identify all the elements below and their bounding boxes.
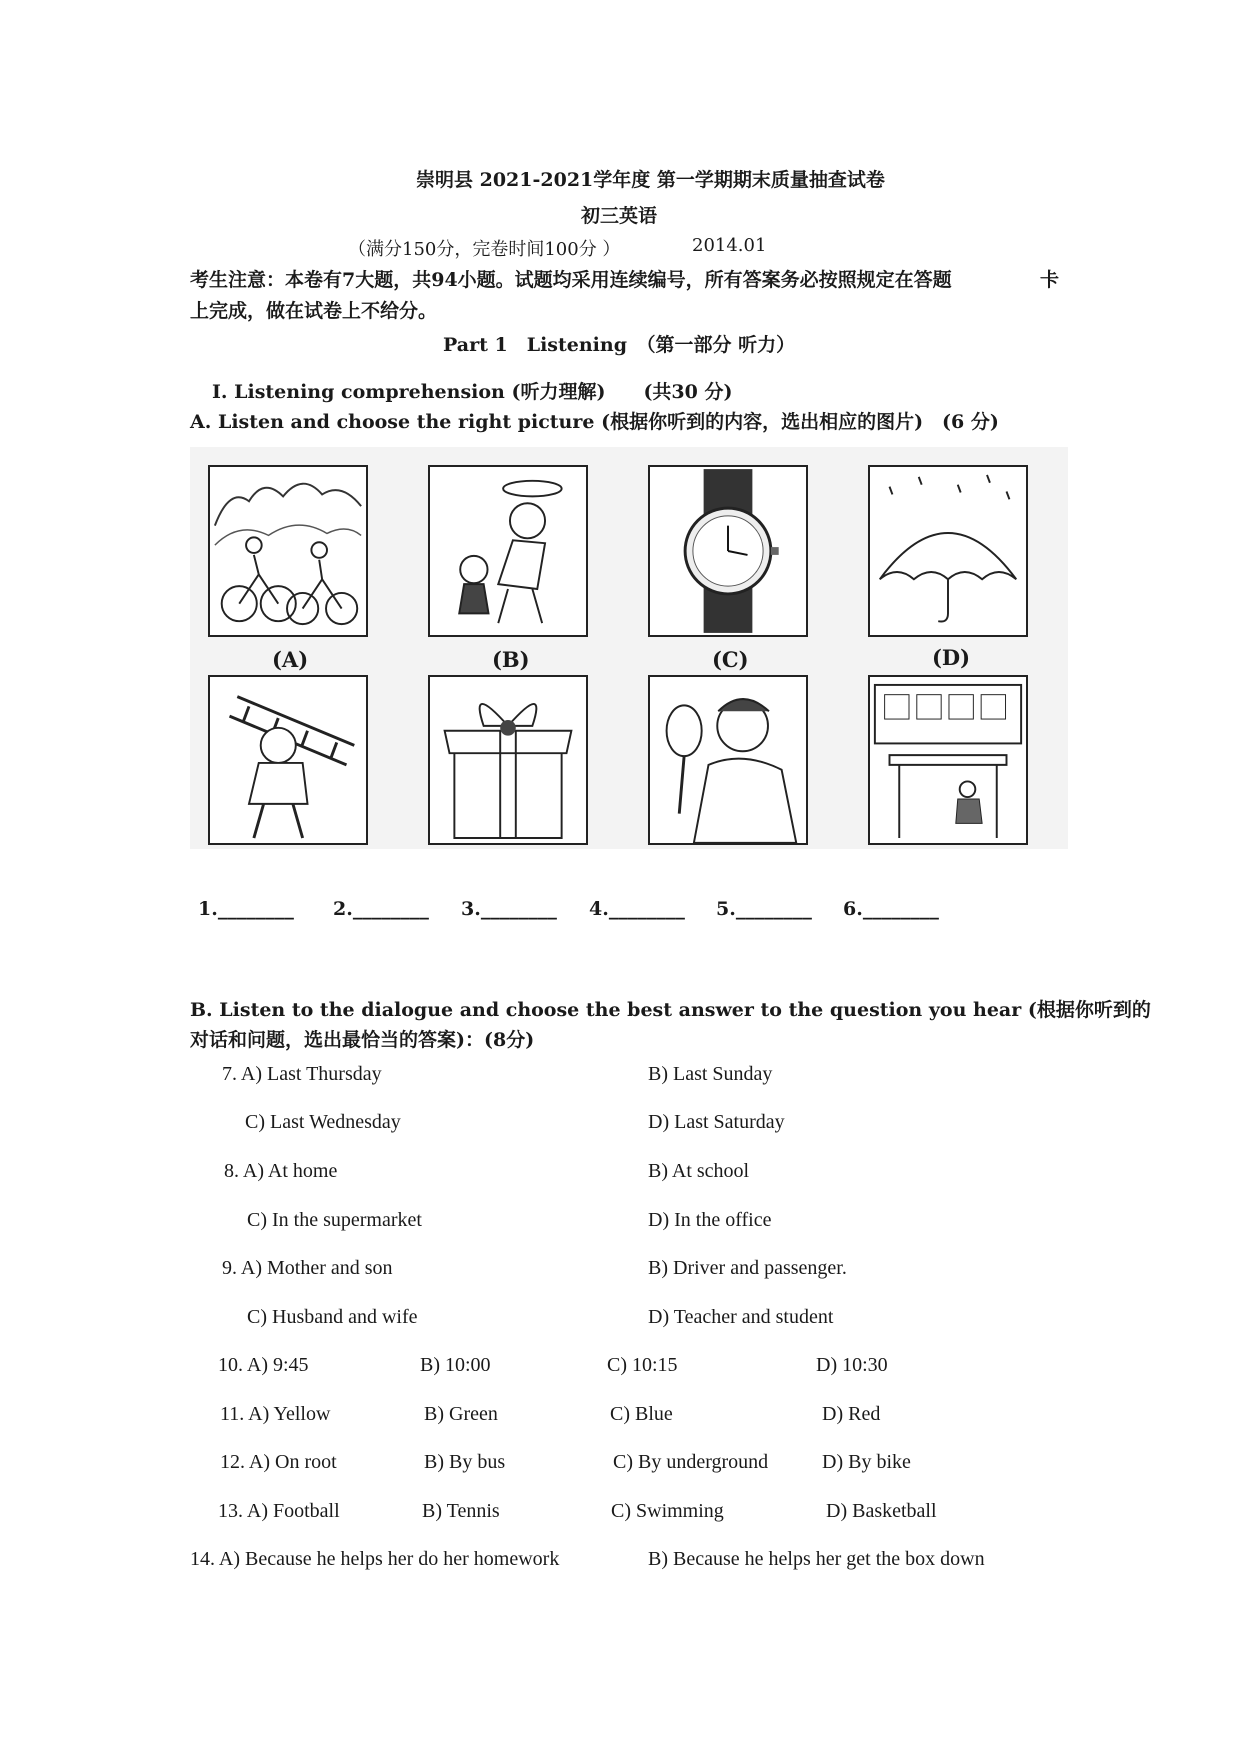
q9-option-b: B) Driver and passenger. <box>648 1257 847 1279</box>
section-b-heading-line-2: 对话和问题，选出最恰当的答案)：(8分) <box>190 1029 535 1051</box>
q13-option-c: C) Swimming <box>611 1500 724 1522</box>
bus-stop-picture <box>868 675 1028 845</box>
notice-line-1-end: 卡 <box>1040 269 1060 291</box>
q13-option-b: B) Tennis <box>422 1500 500 1522</box>
section-heading: I. Listening comprehension (听力理解) (共30 分) <box>212 381 733 403</box>
q9-option-c: C) Husband and wife <box>247 1306 418 1328</box>
q11-option-a: 11. A) Yellow <box>220 1403 331 1425</box>
notice-line-2: 上完成，做在试卷上不给分。 <box>190 300 438 322</box>
q12-option-c: C) By underground <box>613 1451 769 1473</box>
exam-meta: （满分150分，完卷时间100分 ） <box>348 239 621 260</box>
q10-option-c: C) 10:15 <box>607 1354 678 1376</box>
q14-option-a: 14. A) Because he helps her do her homework <box>190 1548 560 1570</box>
tennis-player-picture <box>648 675 808 845</box>
q7-option-d: D) Last Saturday <box>648 1111 785 1133</box>
picture-area <box>190 447 1068 849</box>
q11-option-d: D) Red <box>822 1403 881 1425</box>
part-title: Part 1 Listening （第一部分 听力） <box>443 334 796 356</box>
section-a-heading: A. Listen and choose the right picture (根据你听到的内容，选出相应的图片) (6 分) <box>190 411 999 433</box>
exam-subtitle: 初三英语 <box>581 205 658 227</box>
q10-option-b: B) 10:00 <box>420 1354 491 1376</box>
section-b-heading-line-1: B. Listen to the dialogue and choose the best answer to the question you hear (根据你听到的 <box>190 999 1151 1021</box>
exam-title: 崇明县 2021-2021学年度 第一学期期末质量抽查试卷 <box>416 169 885 191</box>
q12-option-a: 12. A) On root <box>220 1451 337 1473</box>
picture-label-d: (D) <box>932 645 971 670</box>
q11-option-b: B) Green <box>424 1403 498 1425</box>
exam-date: 2014.01 <box>692 235 767 256</box>
q14-option-b: B) Because he helps her get the box down <box>648 1548 985 1570</box>
watch-picture <box>648 465 808 637</box>
q7-option-a: 7. A) Last Thursday <box>222 1063 382 1085</box>
answer-blank-4[interactable]: 4.________ <box>589 898 685 920</box>
q9-option-d: D) Teacher and student <box>648 1306 834 1328</box>
q11-option-c: C) Blue <box>610 1403 673 1425</box>
q7-option-b: B) Last Sunday <box>648 1063 773 1085</box>
picture-label-b: (B) <box>492 647 530 672</box>
q8-option-b: B) At school <box>648 1160 750 1182</box>
answer-blank-6[interactable]: 6.________ <box>843 898 939 920</box>
q10-option-a: 10. A) 9:45 <box>218 1354 309 1376</box>
q8-option-c: C) In the supermarket <box>247 1209 422 1231</box>
q12-option-b: B) By bus <box>424 1451 506 1473</box>
cyclists-picture <box>208 465 368 637</box>
q9-option-a: 9. A) Mother and son <box>222 1257 393 1279</box>
answer-blank-3[interactable]: 3.________ <box>461 898 557 920</box>
q8-option-a: 8. A) At home <box>224 1160 338 1182</box>
q13-option-d: D) Basketball <box>826 1500 937 1522</box>
q8-option-d: D) In the office <box>648 1209 772 1231</box>
answer-blank-1[interactable]: 1.________ <box>198 898 294 920</box>
picture-label-a: (A) <box>272 647 309 672</box>
firefighter-picture <box>208 675 368 845</box>
q10-option-d: D) 10:30 <box>816 1354 888 1376</box>
boy-and-man-picture <box>428 465 588 637</box>
q7-option-c: C) Last Wednesday <box>245 1111 401 1133</box>
picture-label-c: (C) <box>712 647 749 672</box>
gift-box-picture <box>428 675 588 845</box>
answer-blank-2[interactable]: 2.________ <box>333 898 429 920</box>
notice-line-1: 考生注意：本卷有7大题，共94小题。试题均采用连续编号，所有答案务必按照规定在答题 <box>190 269 952 291</box>
q13-option-a: 13. A) Football <box>218 1500 340 1522</box>
umbrella-rain-picture <box>868 465 1028 637</box>
q12-option-d: D) By bike <box>822 1451 911 1473</box>
answer-blank-5[interactable]: 5.________ <box>716 898 812 920</box>
